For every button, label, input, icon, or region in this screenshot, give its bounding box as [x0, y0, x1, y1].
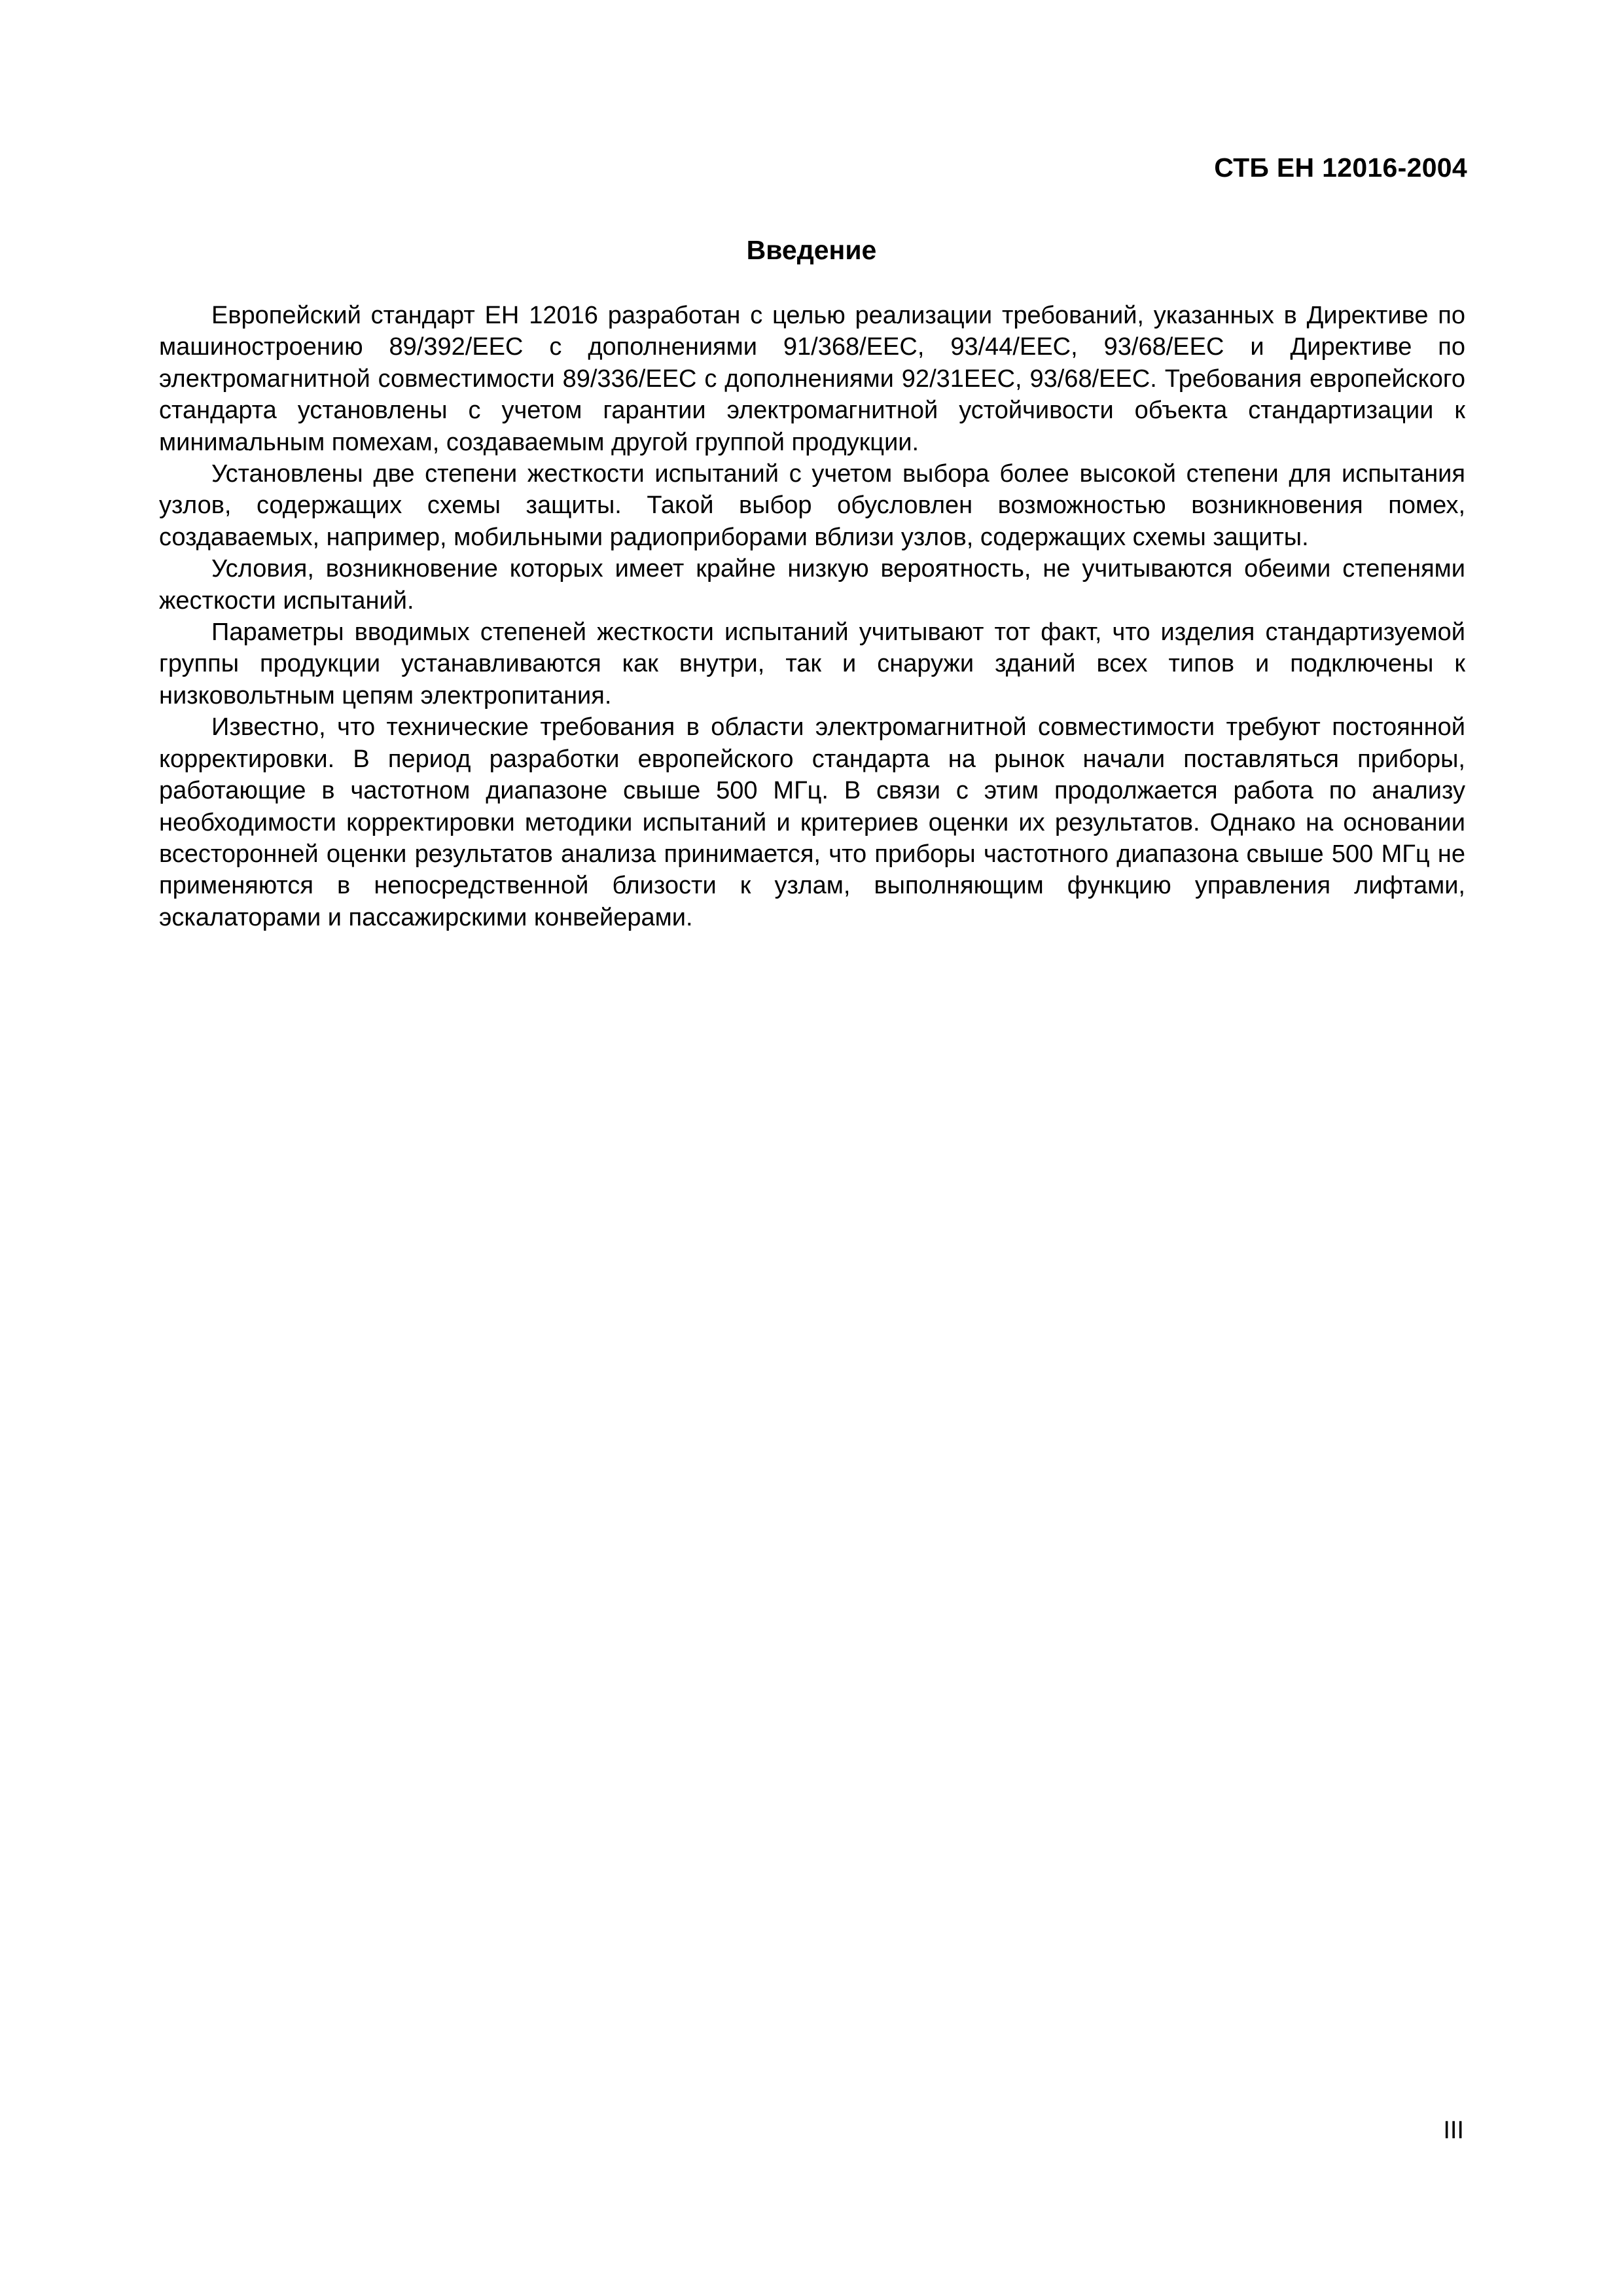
section-title: Введение	[746, 235, 877, 265]
paragraph: Известно, что технические требования в области электромагнитной совместимости требуют постоянной корректировки. В период разработки европейского стандарта на рынок начали поставляться приборы, работающие в частотном диапазоне свыше 500 МГц. В связи с этим продолжается работа по анализу необходимости корректировки методики испытаний и критериев оценки их результатов. Однако на основании всесторонней оценки результатов анализа принимается, что приборы частотного диапазона свыше 500 МГц не применяются в непосредственной близости к узлам, выполняющим функцию управления лифтами, эскалаторами и пассажирскими конвейерами.	[159, 713, 1465, 931]
paragraph: Установлены две степени жесткости испытаний с учетом выбора более высокой степени для испытания узлов, содержащих схемы защиты. Такой выбор обусловлен возможностью возникновения помех, создаваемых, например, мобильными радиоприборами вблизи узлов, содержащих схемы защиты.	[159, 460, 1465, 551]
body-text	[159, 300, 1465, 933]
page-number: III	[1443, 2117, 1464, 2144]
document-code: СТБ ЕН 12016-2004	[1214, 152, 1467, 183]
paragraph: Параметры вводимых степеней жесткости испытаний учитывают тот факт, что изделия стандартизуемой группы продукции устанавливаются как внутри, так и снаружи зданий всех типов и подключены к низковольтным цепям электропитания.	[159, 619, 1465, 709]
paragraph: Условия, возникновение которых имеет крайне низкую вероятность, не учитываются обеими степенями жесткости испытаний.	[159, 555, 1465, 615]
paragraph: Европейский стандарт ЕН 12016 разработан с целью реализации требований, указанных в Директиве по машиностроению 89/392/ЕЕС с дополнениями 91/368/ЕЕС, 93/44/ЕЕС, 93/68/ЕЕС и Директиве по электромагнитной совместимости 89/336/ЕЕС с дополнениями 92/31ЕЕС, 93/68/ЕЕС. Требования европейского стандарта установлены с учетом гарантии электромагнитной устойчивости объекта стандартизации к минимальным помехам, создаваемым другой группой продукции.	[159, 302, 1465, 456]
